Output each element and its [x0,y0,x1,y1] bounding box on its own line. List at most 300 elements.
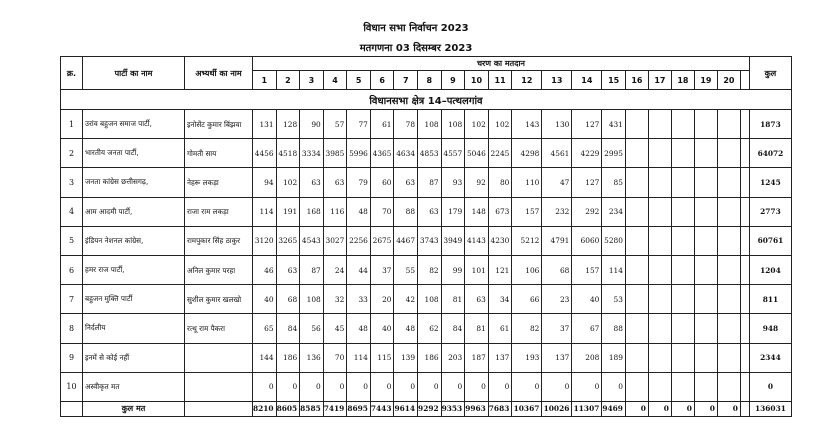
serial-number: 8 [61,314,83,343]
round-votes: 4229 [572,139,602,168]
round-number-header: 20 [717,71,740,90]
round-votes: 139 [394,343,418,372]
round-votes [625,255,648,284]
round-votes: 45 [323,314,347,343]
round-votes: 431 [602,110,626,139]
round-votes: 0 [512,372,542,401]
round-votes [717,285,740,314]
round-votes [625,285,648,314]
round-votes [648,314,671,343]
round-votes: 292 [572,197,602,226]
round-votes [694,226,717,255]
round-votes: 82 [418,255,442,284]
round-votes: 4298 [512,139,542,168]
round-votes: 4456 [253,139,277,168]
round-votes [694,139,717,168]
round-spacer [740,197,749,226]
round-spacer [740,255,749,284]
serial-number: 7 [61,285,83,314]
round-votes: 137 [542,343,572,372]
round-total: 0 [671,401,694,416]
round-votes: 37 [542,314,572,343]
table-row [61,314,792,343]
round-votes: 63 [465,285,489,314]
round-votes: 3334 [300,139,324,168]
round-votes [671,343,694,372]
party-name: हमर राज पार्टी, [83,255,185,284]
candidate-name [185,372,253,401]
round-total: 8695 [347,401,371,416]
party-name: निर्दलीय [83,314,185,343]
round-votes: 4557 [441,139,465,168]
round-votes: 37 [370,255,394,284]
round-votes: 93 [441,168,465,197]
document-title: विधान सभा निर्वाचन 2023 [363,23,469,34]
round-total: 11307 [572,401,602,416]
round-votes: 3120 [253,226,277,255]
candidate-name: गोमती साय [185,139,253,168]
round-votes: 4791 [542,226,572,255]
round-votes [671,110,694,139]
round-votes: 40 [572,285,602,314]
round-votes: 65 [253,314,277,343]
round-number-header: 7 [394,71,418,90]
candidate-total: 64072 [749,139,791,168]
round-number-header: 10 [465,71,489,90]
round-votes [625,314,648,343]
round-votes: 121 [488,255,512,284]
total-empty [61,401,83,416]
candidate-total: 1245 [749,168,791,197]
round-votes: 0 [542,372,572,401]
round-spacer [740,71,749,90]
round-votes: 127 [572,110,602,139]
round-total: 9614 [394,401,418,416]
round-votes: 47 [542,168,572,197]
round-votes: 0 [300,372,324,401]
round-votes: 60 [370,168,394,197]
round-votes: 143 [512,110,542,139]
round-votes: 136 [300,343,324,372]
round-votes [648,197,671,226]
round-total: 10026 [542,401,572,416]
round-votes: 102 [276,168,300,197]
round-votes: 5280 [602,226,626,255]
round-votes: 0 [441,372,465,401]
round-votes: 5212 [512,226,542,255]
round-votes: 110 [512,168,542,197]
round-number-header: 18 [671,71,694,90]
round-votes [671,197,694,226]
round-total: 9469 [602,401,626,416]
round-votes: 3985 [323,139,347,168]
round-votes: 5996 [347,139,371,168]
round-votes: 6060 [572,226,602,255]
round-votes [625,168,648,197]
table-row [61,372,792,401]
round-votes: 4853 [418,139,442,168]
party-name: भारतीय जनता पार्टी, [83,139,185,168]
round-votes: 5046 [465,139,489,168]
round-votes: 114 [347,343,371,372]
round-votes: 2675 [370,226,394,255]
round-votes [625,226,648,255]
round-votes: 61 [488,314,512,343]
round-votes: 3949 [441,226,465,255]
round-total: 0 [694,401,717,416]
round-votes: 186 [276,343,300,372]
round-votes: 0 [394,372,418,401]
round-votes: 4365 [370,139,394,168]
round-votes: 46 [253,255,277,284]
round-votes [671,314,694,343]
round-votes [694,314,717,343]
round-votes: 102 [465,110,489,139]
candidate-total: 1204 [749,255,791,284]
grand-total: 136031 [749,401,791,416]
header-rounds: चरण का मतदान [253,57,750,71]
round-votes: 40 [370,314,394,343]
round-votes: 148 [465,197,489,226]
round-votes [694,197,717,226]
round-votes: 116 [323,197,347,226]
round-votes: 0 [347,372,371,401]
results-table [60,56,792,417]
round-votes: 55 [394,255,418,284]
round-votes: 0 [253,372,277,401]
table-row [61,255,792,284]
round-votes [717,139,740,168]
round-votes: 34 [488,285,512,314]
round-votes: 4561 [542,139,572,168]
round-votes: 114 [253,197,277,226]
serial-number: 5 [61,226,83,255]
candidate-name: रत्थू राम पैकरा [185,314,253,343]
party-name: अस्वीकृत मत [83,372,185,401]
round-votes: 128 [276,110,300,139]
serial-number: 2 [61,139,83,168]
round-votes: 63 [300,168,324,197]
round-spacer [740,285,749,314]
round-votes: 4634 [394,139,418,168]
round-votes: 57 [323,110,347,139]
round-votes: 53 [602,285,626,314]
round-total: 8605 [276,401,300,416]
round-votes: 108 [300,285,324,314]
round-votes [671,372,694,401]
round-votes: 127 [572,168,602,197]
round-votes: 88 [602,314,626,343]
round-votes [717,197,740,226]
round-votes: 63 [323,168,347,197]
round-votes [717,226,740,255]
candidate-name: नेहरू लकड़ा [185,168,253,197]
round-votes: 23 [542,285,572,314]
party-name: उरांव बहुजन समाज पार्टी, [83,110,185,139]
total-empty [185,401,253,416]
round-number-header: 3 [300,71,324,90]
round-votes: 68 [276,285,300,314]
round-votes: 157 [512,197,542,226]
round-votes: 168 [300,197,324,226]
table-row [61,343,792,372]
header-party: पार्टी का नाम [83,57,185,90]
round-total: 7683 [488,401,512,416]
round-number-header: 2 [276,71,300,90]
round-number-header: 19 [694,71,717,90]
round-votes: 189 [602,343,626,372]
round-votes: 0 [488,372,512,401]
round-votes: 4543 [300,226,324,255]
round-votes [717,110,740,139]
serial-number: 6 [61,255,83,284]
round-votes: 108 [418,285,442,314]
table-row [61,110,792,139]
round-votes: 84 [276,314,300,343]
round-votes: 79 [347,168,371,197]
round-votes: 2245 [488,139,512,168]
table-row [61,168,792,197]
round-votes: 0 [602,372,626,401]
round-votes: 115 [370,343,394,372]
round-spacer [740,139,749,168]
total-row [61,401,792,416]
round-votes: 88 [394,197,418,226]
round-votes: 56 [300,314,324,343]
candidate-name: अनिल कुमार परहा [185,255,253,284]
round-votes: 81 [465,314,489,343]
round-votes: 0 [418,372,442,401]
round-votes: 63 [418,197,442,226]
candidate-total: 1873 [749,110,791,139]
round-votes [694,343,717,372]
round-votes: 108 [418,110,442,139]
round-votes: 179 [441,197,465,226]
round-votes [694,285,717,314]
round-votes: 82 [512,314,542,343]
round-spacer [740,168,749,197]
round-votes: 4143 [465,226,489,255]
round-number-header: 17 [648,71,671,90]
round-votes: 106 [512,255,542,284]
round-votes [648,226,671,255]
round-votes: 114 [602,255,626,284]
table-row [61,197,792,226]
round-votes: 24 [323,255,347,284]
round-votes: 0 [572,372,602,401]
round-number-header: 1 [253,71,277,90]
round-votes: 48 [394,314,418,343]
candidate-total: 2344 [749,343,791,372]
round-number-header: 15 [602,71,626,90]
table-row [61,285,792,314]
round-votes [625,197,648,226]
round-number-header: 5 [347,71,371,90]
candidate-name: राजा राम लकड़ा [185,197,253,226]
round-number-header: 6 [370,71,394,90]
round-votes [625,372,648,401]
round-votes [625,139,648,168]
round-spacer [740,401,749,416]
round-number-header: 12 [512,71,542,90]
candidate-total: 811 [749,285,791,314]
round-votes: 234 [602,197,626,226]
candidate-total: 60761 [749,226,791,255]
header-candidate: अभ्यर्थी का नाम [185,57,253,90]
round-total: 0 [625,401,648,416]
round-votes: 2256 [347,226,371,255]
round-total: 0 [717,401,740,416]
document-subtitle: मतगणना 03 दिसम्बर 2023 [359,43,473,54]
round-spacer [740,110,749,139]
round-votes: 187 [465,343,489,372]
candidate-name: सुशील कुमार खलखो [185,285,253,314]
round-votes: 191 [276,197,300,226]
round-votes [671,226,694,255]
round-votes: 77 [347,110,371,139]
round-votes: 87 [300,255,324,284]
round-votes: 81 [441,285,465,314]
round-votes: 66 [512,285,542,314]
round-votes [671,255,694,284]
round-votes: 90 [300,110,324,139]
serial-number: 3 [61,168,83,197]
round-votes: 102 [488,110,512,139]
round-votes [717,372,740,401]
round-votes: 131 [253,110,277,139]
round-votes [648,285,671,314]
round-votes: 130 [542,110,572,139]
header-sn: क्र. [61,57,83,90]
round-total: 7443 [370,401,394,416]
round-number-header: 8 [418,71,442,90]
round-votes: 0 [370,372,394,401]
round-votes: 20 [370,285,394,314]
party-name: इनमें से कोई नहीं [83,343,185,372]
round-total: 8585 [300,401,324,416]
round-votes: 92 [465,168,489,197]
round-number-header: 4 [323,71,347,90]
table-row [61,139,792,168]
round-votes [648,139,671,168]
round-votes [671,285,694,314]
round-votes: 32 [323,285,347,314]
round-votes: 144 [253,343,277,372]
round-total: 9292 [418,401,442,416]
round-votes: 40 [253,285,277,314]
round-number-header: 9 [441,71,465,90]
round-votes: 42 [394,285,418,314]
round-votes: 68 [542,255,572,284]
round-votes: 3027 [323,226,347,255]
round-votes: 33 [347,285,371,314]
round-votes [625,343,648,372]
round-votes: 101 [465,255,489,284]
round-votes: 70 [323,343,347,372]
round-votes [625,110,648,139]
candidate-total: 948 [749,314,791,343]
round-votes: 94 [253,168,277,197]
round-votes [694,372,717,401]
round-votes: 203 [441,343,465,372]
round-votes [648,343,671,372]
round-votes: 2995 [602,139,626,168]
round-votes: 208 [572,343,602,372]
round-number-header: 11 [488,71,512,90]
round-votes: 61 [370,110,394,139]
round-votes: 48 [347,197,371,226]
round-votes: 85 [602,168,626,197]
round-votes [671,139,694,168]
round-votes [717,255,740,284]
round-votes: 673 [488,197,512,226]
total-label: कुल मत [83,401,185,416]
round-total: 9353 [441,401,465,416]
round-votes: 3743 [418,226,442,255]
serial-number: 1 [61,110,83,139]
round-votes: 157 [572,255,602,284]
round-votes: 4467 [394,226,418,255]
party-name: बहुजन मुक्ति पार्टी [83,285,185,314]
round-votes: 193 [512,343,542,372]
round-votes [648,168,671,197]
party-name: जनता कांग्रेस छत्तीसगढ़, [83,168,185,197]
round-total: 7419 [323,401,347,416]
round-votes: 70 [370,197,394,226]
serial-number: 10 [61,372,83,401]
round-votes [694,168,717,197]
serial-number: 4 [61,197,83,226]
round-votes: 48 [347,314,371,343]
round-votes: 3265 [276,226,300,255]
round-votes: 67 [572,314,602,343]
round-votes [648,110,671,139]
round-votes: 4230 [488,226,512,255]
round-total: 8210 [253,401,277,416]
round-votes: 4518 [276,139,300,168]
table-row [61,226,792,255]
candidate-name [185,343,253,372]
round-votes: 80 [488,168,512,197]
party-name: आम आदमी पार्टी, [83,197,185,226]
round-votes: 0 [276,372,300,401]
candidate-total: 0 [749,372,791,401]
candidate-total: 2773 [749,197,791,226]
round-total: 10367 [512,401,542,416]
round-votes [717,343,740,372]
round-votes [671,168,694,197]
round-votes: 78 [394,110,418,139]
round-votes: 87 [418,168,442,197]
round-votes [717,314,740,343]
round-votes [648,255,671,284]
round-spacer [740,314,749,343]
party-name: इंडियन नेशनल कांग्रेस, [83,226,185,255]
round-number-header: 14 [572,71,602,90]
round-total: 9963 [465,401,489,416]
round-votes: 84 [441,314,465,343]
round-votes: 0 [323,372,347,401]
constituency-title: विधानसभा क्षेत्र 14–पत्थलगांव [61,90,792,110]
round-votes: 63 [276,255,300,284]
round-votes: 99 [441,255,465,284]
round-votes: 0 [465,372,489,401]
header-total: कुल [749,57,791,90]
round-total: 0 [648,401,671,416]
round-votes: 63 [394,168,418,197]
round-votes: 137 [488,343,512,372]
round-spacer [740,226,749,255]
